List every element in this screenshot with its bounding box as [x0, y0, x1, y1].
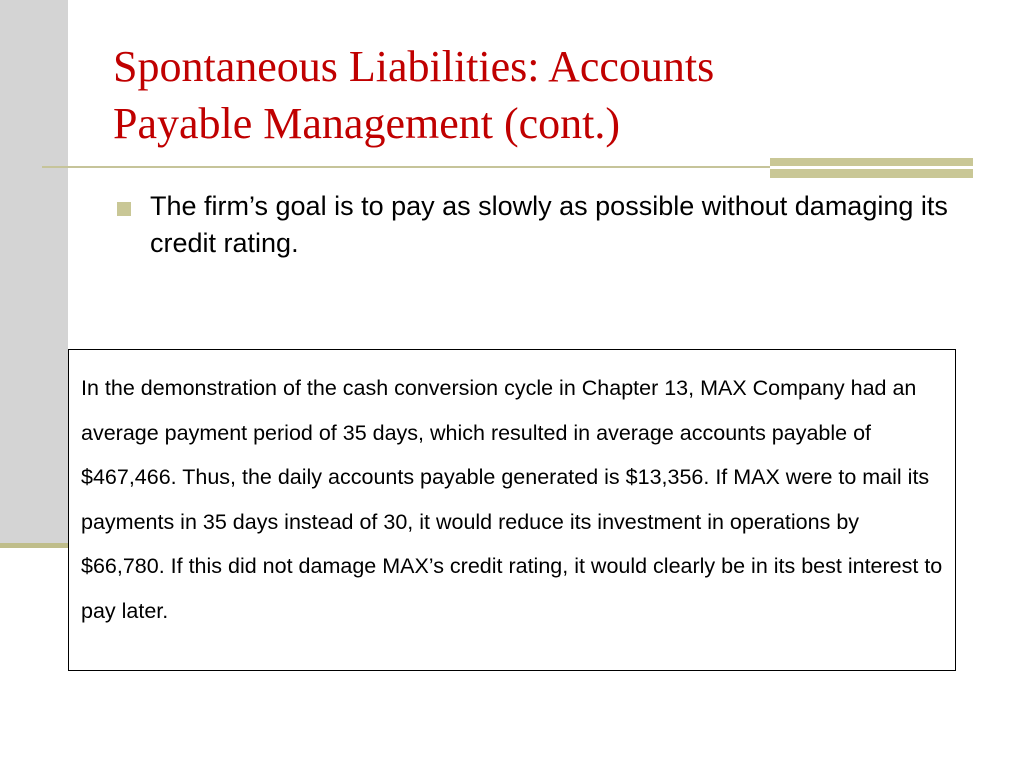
title-divider-accent	[770, 158, 973, 178]
example-text: In the demonstration of the cash conversion cycle in Chapter 13, MAX Company had an average payment period of 35 days, which resulted in average accounts payable of $467,466. Thus, the daily accounts payable generated is $13,356. If MAX were to mail its payments in 35 days instead of 30, it would reduce its investment in operations by $66,780. If this did not damage MAX’s credit rating, it would clearly be in its best interest to pay later.	[81, 376, 943, 623]
slide-title	[113, 38, 973, 152]
square-bullet-icon	[117, 202, 131, 216]
left-sidebar-band	[0, 0, 68, 545]
slide-title-line-2: Payable Management (cont.)	[113, 99, 621, 148]
example-text-box	[68, 349, 956, 671]
slide-title-line-1: Spontaneous Liabilities: Accounts	[113, 42, 715, 91]
title-divider-line	[42, 166, 822, 168]
left-sidebar-rule	[0, 543, 68, 548]
bullet-list	[113, 188, 993, 262]
bullet-item	[113, 188, 993, 262]
bullet-text: The firm’s goal is to pay as slowly as possible without damaging its credit rating.	[150, 191, 948, 258]
